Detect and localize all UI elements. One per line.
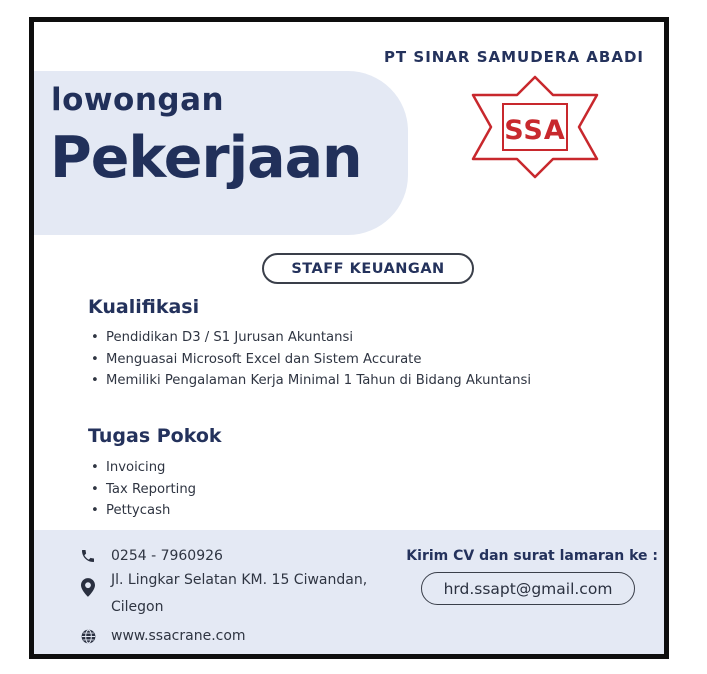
company-name: PT SINAR SAMUDERA ABADI bbox=[383, 48, 644, 66]
headline-line2: Pekerjaan bbox=[50, 125, 362, 191]
company-logo bbox=[470, 75, 600, 179]
duty-item: • Invoicing bbox=[91, 457, 196, 479]
qualifications-heading: Kualifikasi bbox=[88, 296, 200, 318]
contact-footer bbox=[34, 530, 664, 654]
address-row bbox=[79, 567, 367, 621]
job-poster bbox=[29, 17, 669, 659]
duties-heading: Tugas Pokok bbox=[88, 425, 222, 447]
phone-icon bbox=[79, 546, 97, 566]
duty-item: • Pettycash bbox=[91, 500, 196, 522]
apply-instruction: Kirim CV dan surat lamaran ke : bbox=[406, 548, 658, 564]
logo-text: SSA bbox=[504, 115, 566, 146]
website-row bbox=[79, 626, 246, 646]
qualification-item: • Pendidikan D3 / S1 Jurusan Akuntansi bbox=[91, 327, 531, 349]
apply-email[interactable]: hrd.ssapt@gmail.com bbox=[421, 572, 635, 605]
headline-line1: lowongan bbox=[51, 82, 225, 118]
address-line2: Cilegon bbox=[111, 599, 164, 615]
phone-row bbox=[79, 546, 223, 566]
website-link[interactable]: www.ssacrane.com bbox=[111, 628, 246, 644]
qualification-item: • Memiliki Pengalaman Kerja Minimal 1 Tahun di Bidang Akuntansi bbox=[91, 370, 531, 392]
duty-item: • Tax Reporting bbox=[91, 479, 196, 501]
position-badge: STAFF KEUANGAN bbox=[262, 253, 474, 284]
globe-icon bbox=[79, 626, 97, 646]
duties-list bbox=[91, 457, 196, 522]
address-line1: Jl. Lingkar Selatan KM. 15 Ciwandan, bbox=[111, 572, 368, 588]
qualification-item: • Menguasai Microsoft Excel dan Sistem Accurate bbox=[91, 349, 531, 371]
address bbox=[111, 567, 367, 621]
phone-number: 0254 - 7960926 bbox=[111, 548, 223, 564]
qualifications-list bbox=[91, 327, 531, 392]
location-pin-icon bbox=[79, 577, 97, 597]
